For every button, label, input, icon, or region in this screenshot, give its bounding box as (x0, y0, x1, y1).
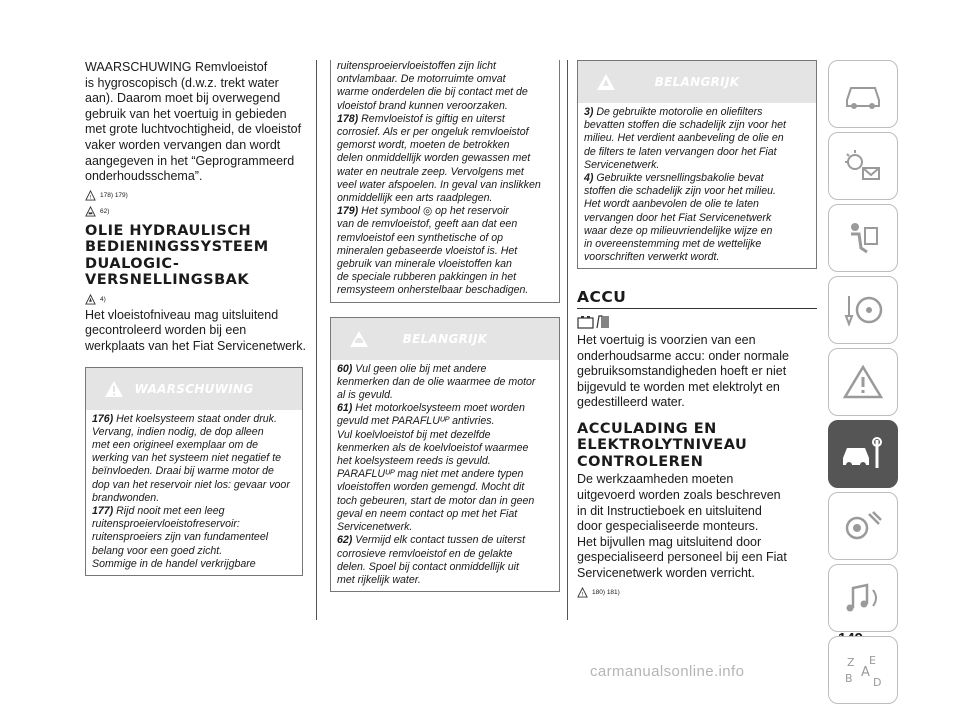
multimedia-icon (839, 578, 887, 618)
note-line (92, 545, 296, 558)
note-text: Sommige in de handel verkrijgbare (92, 557, 256, 570)
seat-safety-icon (839, 218, 887, 258)
note-text: dop van het reservoir niet los: gevaar voor (92, 478, 290, 491)
note-line (337, 455, 553, 468)
tab-lights-messages[interactable] (828, 132, 898, 200)
note-text: warme onderdelen die bij contact met de (337, 86, 528, 99)
text-line: uitgevoerd worden zoals beschreven (577, 488, 781, 502)
technical-data-icon (839, 506, 887, 546)
note-line (337, 139, 553, 152)
environment-triangle-icon (85, 294, 96, 305)
column-divider-right (567, 60, 568, 620)
note-text: waar deze op milieuvriendelijke wijze en (584, 224, 773, 237)
lights-message-icon (839, 146, 887, 186)
important-box-header (578, 61, 816, 103)
note-text: corrosieve remvloeistof en de gelakte (337, 547, 513, 560)
note-text: al is gevuld. (337, 389, 393, 402)
note-text: ruitensproeiers zijn van fundamenteel (92, 531, 269, 544)
note-number: 62) (337, 534, 353, 547)
section-heading-accu (577, 289, 817, 309)
text-line: CONTROLEREN (577, 453, 704, 470)
note-line (337, 218, 553, 231)
text-line: door gespecialiseerde monteurs. (577, 519, 759, 534)
important-box-header (331, 318, 559, 360)
tab-emergency[interactable] (828, 348, 898, 416)
acculading-paragraph (577, 472, 817, 581)
svg-text:Z: Z (847, 656, 855, 669)
note-line (92, 452, 296, 465)
text-line: WAARSCHUWING Remvloeistof (85, 60, 268, 74)
note-line (584, 119, 810, 132)
note-line (92, 558, 296, 571)
text-line: VERSNELLINGSBAK (85, 272, 250, 289)
index-icon (839, 650, 887, 690)
note-text: toch gebeuren, start de motor dan in geen (337, 494, 535, 507)
warning-road-icon (839, 362, 887, 402)
note-text: Rijd nooit met een leeg (116, 504, 225, 517)
note-text: Vul koelvloeistof bij met dezelfde (337, 428, 491, 441)
battery-icons (577, 313, 817, 331)
note-line (92, 518, 296, 531)
note-line (337, 561, 553, 574)
note-text: ontvlambaar. De motorruimte omvat (337, 73, 506, 86)
note-text: voorschriften verwerkt wordt. (584, 251, 720, 264)
text-line: aan). Daarom moet bij overwegend (85, 91, 281, 106)
note-text: werking van het systeem niet negatief te (92, 452, 282, 465)
note-line (337, 73, 553, 86)
battery-icon (577, 313, 617, 331)
note-line (337, 245, 553, 258)
warning-box-continued (330, 60, 560, 303)
ref-numbers[interactable]: 180) 181) (592, 588, 620, 596)
note-line (584, 251, 810, 264)
warning-box-header (86, 368, 302, 410)
note-text: het koelsysteem reeds is gevuld. (337, 455, 491, 468)
note-line (337, 508, 553, 521)
note-line (337, 468, 553, 481)
car-important-icon (349, 329, 369, 349)
note-line (92, 413, 296, 426)
note-line (92, 439, 296, 452)
note-text: met rijkelijk water. (337, 573, 421, 586)
note-line (337, 126, 553, 139)
text-line: aangegeven in het “Geprogrammeerd (85, 153, 295, 168)
warning-box-body (86, 410, 302, 575)
svg-text:!: ! (89, 194, 92, 201)
note-line (584, 185, 810, 198)
note-line (337, 495, 553, 508)
note-line (584, 146, 810, 159)
note-text: Het koelsysteem staat onder druk. (116, 412, 277, 425)
svg-text:!: ! (581, 591, 584, 598)
note-line (337, 152, 553, 165)
note-text: onmiddellijk een arts raadplegen. (337, 192, 493, 205)
note-line (92, 505, 296, 518)
tab-multimedia[interactable] (828, 564, 898, 632)
note-text: mineralen gebaseerde vloeistof is. Het (337, 244, 518, 257)
tab-maintenance[interactable] (828, 420, 898, 488)
text-line: is hygroscopisch (d.w.z. trekt water (85, 75, 279, 90)
note-text: veel water afspoelen. In geval van inslikken (337, 178, 541, 191)
text-line: Servicenetwerk worden verricht. (577, 565, 755, 580)
section-heading-acculading (577, 421, 817, 471)
ref-numbers[interactable]: 4) (100, 295, 106, 303)
fluid-level-paragraph (85, 307, 306, 355)
note-text: vervangen door het Fiat Servicenetwerk (584, 211, 772, 224)
note-line (337, 232, 553, 245)
note-text: gebruik van minerale vloeistoffen kan (337, 258, 512, 271)
text-line: bijgevuld te worden met elektrolyt en (577, 379, 780, 394)
note-line (584, 159, 810, 172)
note-line (92, 426, 296, 439)
note-text: PARAFLUᵁᴾ mag niet met andere typen (337, 468, 524, 481)
note-line (337, 271, 553, 284)
car-info-icon (839, 74, 887, 114)
note-number: 61) (337, 402, 353, 415)
warning-triangle-icon (577, 587, 588, 598)
note-line (337, 166, 553, 179)
note-text: Het motorkoelsysteem moet worden (355, 402, 525, 415)
note-text: gevuld met PARAFLUᵁᴾ antivries. (337, 415, 495, 428)
note-line (337, 86, 553, 99)
text-line: gebruik van het voertuig in gebieden (85, 106, 287, 121)
text-line: onderhoudsarme accu: onder normale (577, 348, 789, 363)
note-line (584, 238, 810, 251)
note-text: Het wordt aanbevolen de olie te laten (584, 198, 759, 211)
watermark: carmanualsonline.info (590, 663, 745, 680)
tab-safety[interactable] (828, 204, 898, 272)
note-text: Vermijd elk contact tussen de uiterst (355, 534, 526, 547)
column-divider-left (316, 60, 317, 620)
note-text: remvloeistof een synthetische of op (337, 231, 504, 244)
note-text: brandwonden. (92, 491, 160, 504)
note-text: Vervang, indien nodig, de dop alleen (92, 425, 264, 438)
note-line (337, 376, 553, 389)
note-line (337, 442, 553, 455)
note-text: delen. Spoel bij contact onmiddellijk uit (337, 560, 519, 573)
svg-text:A: A (861, 665, 870, 680)
accu-heading-text: ACCU (577, 288, 627, 307)
note-number: 179) (337, 205, 359, 218)
text-line: gecontroleerd worden bij een (85, 323, 247, 338)
important-title: BELANGRIJK (654, 75, 740, 89)
tab-starting-driving[interactable] (828, 276, 898, 344)
car-triangle-icon (85, 206, 96, 217)
key-steering-icon (839, 290, 887, 330)
note-line (337, 205, 553, 218)
note-line (584, 172, 810, 185)
note-text: Servicenetwerk. (337, 521, 413, 534)
text-line: Het vloeistofniveau mag uitsluitend (85, 307, 279, 322)
text-line: OLIE HYDRAULISCH (85, 222, 252, 239)
note-line (584, 212, 810, 225)
text-line: BEDIENINGSSYSTEEM (85, 239, 269, 256)
text-line: gebruiksomstandigheden hoeft er niet (577, 364, 787, 379)
note-line (337, 574, 553, 587)
note-text: kenmerken als de koelvloeistof waarmee (337, 441, 529, 454)
note-text: water en neutrale zeep. Vervolgens met (337, 165, 524, 178)
text-line: onderhoudsschema”. (85, 169, 203, 184)
note-line (337, 363, 553, 376)
warning-box (85, 367, 303, 576)
environment-important-icon (596, 72, 616, 92)
warning-triangle-icon (85, 190, 96, 201)
accu-paragraph (577, 333, 817, 411)
ref-numbers[interactable]: 178) 179) (100, 191, 128, 199)
note-text: Vul geen olie bij met andere (355, 362, 487, 375)
refs-180-181 (577, 587, 817, 598)
note-line (584, 106, 810, 119)
note-line (584, 198, 810, 211)
note-number: 60) (337, 362, 353, 375)
text-line: werkplaats van het Fiat Servicenetwerk. (85, 338, 306, 353)
note-line (337, 258, 553, 271)
note-text: vloeistoffen worden gemengd. Mocht dit (337, 481, 525, 494)
refs-62 (85, 206, 303, 217)
important-box-body (578, 103, 816, 268)
note-line (337, 60, 553, 73)
text-line: DUALOGIC- (85, 255, 180, 272)
note-line (337, 192, 553, 205)
important-box-environment (577, 60, 817, 269)
text-line: De werkzaamheden moeten (577, 472, 734, 487)
note-number: 176) (92, 412, 114, 425)
note-number: 4) (584, 172, 594, 185)
text-line: ACCULADING EN (577, 420, 717, 437)
warning-title: WAARSCHUWING (134, 381, 254, 396)
text-line: Het voertuig is voorzien van een (577, 332, 756, 347)
column-left (85, 60, 306, 576)
note-text: Servicenetwerk. (584, 158, 660, 171)
text-line: ELEKTROLYTNIVEAU (577, 437, 748, 454)
note-number: 178) (337, 112, 359, 125)
chapter-tabs (828, 60, 898, 708)
note-text: Gebruikte versnellingsbakolie bevat (596, 172, 764, 185)
text-line: vaker worden vervangen dan wordt (85, 137, 281, 152)
note-text: de speciale rubberen pakkingen in het (337, 271, 517, 284)
section-heading-dualogic (85, 223, 303, 289)
brake-fluid-paragraph (85, 60, 303, 185)
refs-178-179 (85, 190, 303, 201)
note-text: beïnvloeden. Draai bij warme motor de (92, 465, 274, 478)
note-text: remsysteem onherstelbaar beschadigen. (337, 284, 529, 297)
note-number: 177) (92, 504, 114, 517)
note-text: De gebruikte motorolie en oliefilters (596, 106, 763, 118)
svg-text:B: B (845, 672, 853, 685)
note-line (337, 389, 553, 402)
note-line (337, 534, 553, 547)
note-text: Remvloeistof is giftig en uiterst (361, 112, 505, 125)
note-text: bevatten stoffen die schadelijk zijn voor het (584, 119, 786, 132)
note-text: Het symbool ◎ op het reservoir (361, 205, 509, 218)
important-box (330, 317, 560, 592)
tab-index[interactable] (828, 636, 898, 704)
note-text: van de remvloeistof, geeft aan dat een (337, 218, 518, 231)
note-line (92, 465, 296, 478)
warning-triangle-icon (104, 379, 124, 399)
important-title: BELANGRIJK (402, 331, 488, 346)
note-text: corrosief. Als er per ongeluk remvloeistof (337, 126, 529, 139)
column-right (577, 60, 817, 601)
note-line (92, 492, 296, 505)
text-line: in dit Instructieboek en uitsluitend (577, 503, 762, 518)
note-text: gemorst wordt, moeten de betrokken (337, 139, 510, 152)
car-service-icon (839, 434, 887, 474)
column-middle (330, 60, 560, 592)
note-line (337, 415, 553, 428)
note-line (584, 225, 810, 238)
note-line (337, 100, 553, 113)
note-number: 3) (584, 106, 594, 118)
note-text: met een origineel exemplaar om de (92, 438, 259, 451)
note-text: de filters te laten vervangen door het Fiat (584, 145, 777, 158)
tab-car-info[interactable] (828, 60, 898, 128)
note-line (337, 481, 553, 494)
note-line (337, 521, 553, 534)
note-text: in overeenstemming met de wettelijke (584, 238, 762, 251)
refs-4 (85, 294, 303, 305)
svg-text:D: D (873, 676, 882, 689)
note-text: milieu. Het verdient aanbeveling de olie en (584, 132, 784, 145)
note-text: geval en neem contact op met het Fiat (337, 507, 518, 520)
note-text: ruitensproeiervloeistofreservoir: (92, 518, 240, 531)
tab-technical-data[interactable] (828, 492, 898, 560)
svg-text:E: E (869, 654, 876, 667)
note-text: belang voor een goed zicht. (92, 544, 223, 557)
note-line (337, 113, 553, 126)
text-line: Het bijvullen mag uitsluitend door (577, 534, 762, 549)
note-line (584, 132, 810, 145)
note-line (337, 402, 553, 415)
note-line (92, 479, 296, 492)
note-line (337, 548, 553, 561)
note-line (92, 531, 296, 544)
note-line (337, 179, 553, 192)
text-line: gespecialiseerd personeel bij een Fiat (577, 550, 787, 565)
note-line (337, 284, 553, 297)
note-text: kenmerken dan de olie waarmee de motor (337, 375, 536, 388)
note-text: vloeistof brand kunnen veroorzaken. (337, 99, 508, 112)
note-text: stoffen die schadelijk zijn voor het milieu. (584, 185, 776, 198)
note-text: delen onmiddellijk worden gewassen met (337, 152, 531, 165)
ref-numbers[interactable]: 62) (100, 207, 110, 215)
important-box-body (331, 360, 559, 591)
text-line: met grote luchtvochtigheid, de vloeistof (85, 122, 302, 137)
note-line (337, 429, 553, 442)
text-line: gedestilleerd water. (577, 395, 685, 410)
note-text: ruitensproeiervloeistoffen zijn licht (337, 60, 496, 72)
